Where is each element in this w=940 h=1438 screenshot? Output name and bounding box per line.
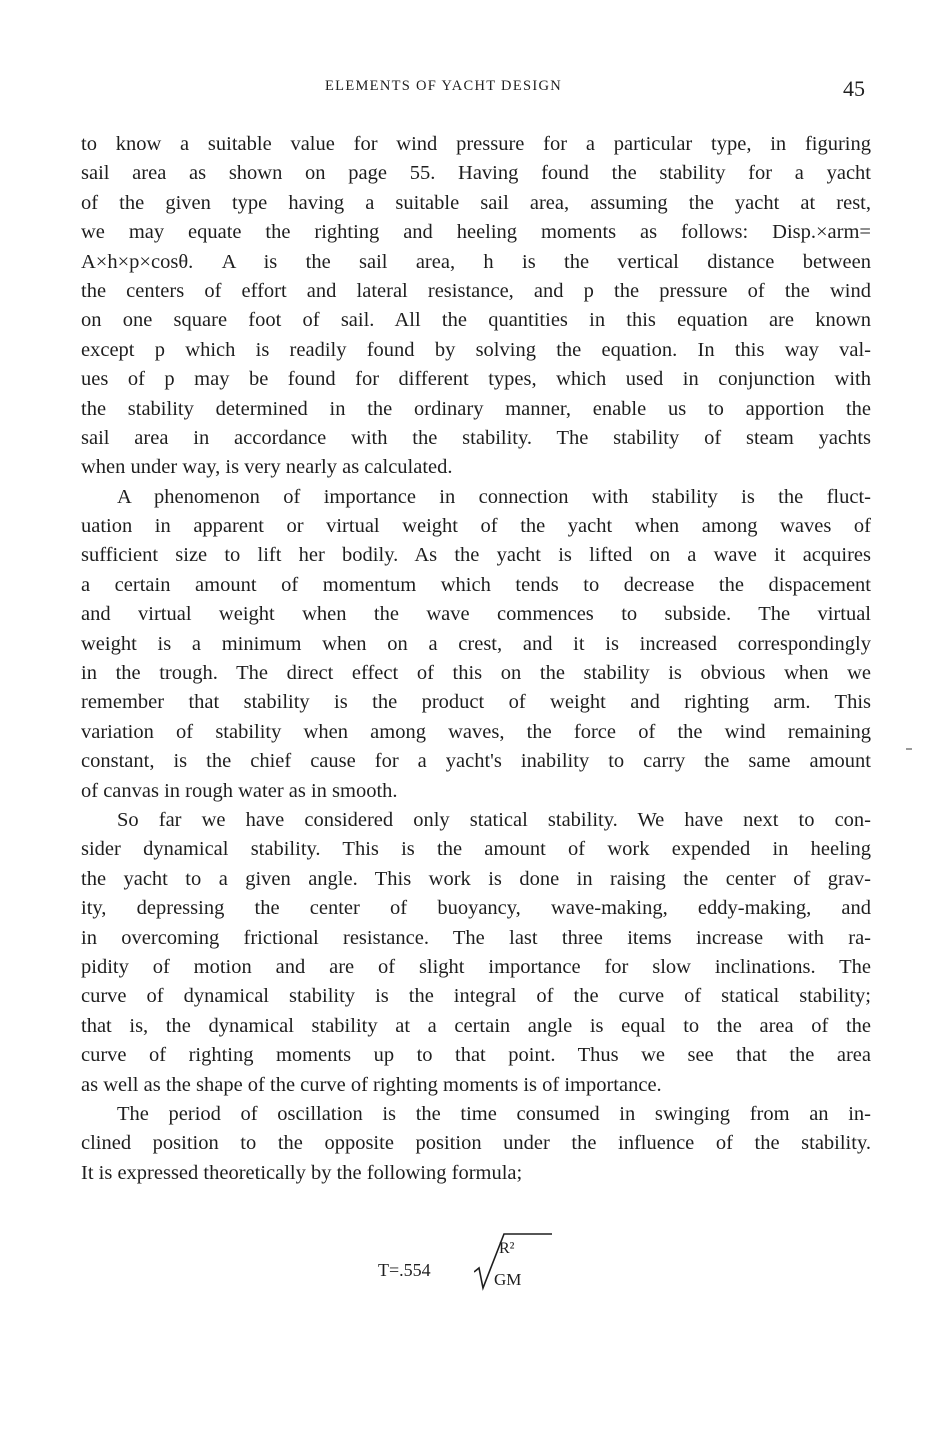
text-line: uation in apparent or virtual weight of the yacht when among waves of [81, 515, 871, 538]
text-line: a certain amount of momentum which tends to decrease the dispacement [81, 573, 871, 596]
text-line: sail area as shown on page 55. Having found the stability for a yacht [81, 162, 871, 185]
text-line: A phenomenon of importance in connection with stability is the fluct- [117, 485, 871, 508]
text-line: The period of oscillation is the time consumed in swinging from an in- [117, 1102, 871, 1125]
body-text [81, 130, 871, 1188]
text-line: as well as the shape of the curve of righting moments is of importance. [81, 1073, 662, 1096]
margin-speck [906, 748, 912, 750]
text-line: sider dynamical stability. This is the amount of work expended in heeling [81, 838, 871, 861]
text-line: when under way, is very nearly as calculated. [81, 456, 453, 479]
text-line: ues of p may be found for different types, which used in conjunction with [81, 368, 871, 391]
text-line: we may equate the righting and heeling moments as follows: Disp.×arm= [81, 221, 871, 244]
period-formula [378, 1230, 578, 1300]
text-line: So far we have considered only statical stability. We have next to con- [117, 808, 871, 831]
formula-denominator: GM [494, 1270, 522, 1289]
text-line: ity, depressing the center of buoyancy, wave-making, eddy-making, and [81, 897, 871, 920]
paragraph-3 [81, 806, 871, 1100]
text-line: the yacht to a given angle. This work is done in raising the center of grav- [81, 867, 871, 890]
text-line: of canvas in rough water as in smooth. [81, 779, 398, 802]
page-number: 45 [843, 76, 865, 101]
text-line: of the given type having a suitable sail area, assuming the yacht at rest, [81, 191, 871, 214]
text-line: curve of righting moments up to that point. Thus we see that the area [81, 1044, 871, 1067]
text-line: in overcoming frictional resistance. The last three items increase with ra- [81, 926, 871, 949]
paragraph-4 [81, 1100, 871, 1188]
text-line: and virtual weight when the wave commences to subside. The virtual [81, 603, 871, 626]
text-line: the centers of effort and lateral resistance, and p the pressure of the wind [81, 279, 871, 302]
text-line: variation of stability when among waves, the force of the wind remaining [81, 720, 871, 743]
running-head [0, 76, 940, 100]
text-line: in the trough. The direct effect of this on the stability is obvious when we [81, 662, 871, 685]
running-title: ELEMENTS OF YACHT DESIGN [325, 78, 563, 94]
text-line: sail area in accordance with the stability. The stability of steam yachts [81, 426, 871, 449]
text-line: A×h×p×cosθ. A is the sail area, h is the vertical distance between [81, 250, 871, 273]
text-line: to know a suitable value for wind pressure for a particular type, in figuring [81, 133, 871, 155]
text-line: constant, is the chief cause for a yacht's inability to carry the same amount [81, 750, 871, 773]
formula-numerator: R² [499, 1240, 515, 1257]
text-line: the stability determined in the ordinary manner, enable us to apportion the [81, 397, 871, 420]
text-line: weight is a minimum when on a crest, and it is increased correspondingly [81, 632, 871, 655]
text-line: curve of dynamical stability is the integral of the curve of statical stability; [81, 985, 871, 1008]
text-line: clined position to the opposite position under the influence of the stability. [81, 1132, 871, 1155]
text-line: pidity of motion and are of slight importance for slow inclinations. The [81, 955, 871, 978]
text-line: sufficient size to lift her bodily. As the yacht is lifted on a wave it acquires [81, 544, 871, 567]
formula-lhs: T=.554 [378, 1260, 431, 1280]
text-line: that is, the dynamical stability at a certain angle is equal to the area of the [81, 1014, 871, 1037]
text-line: on one square foot of sail. All the quantities in this equation are known [81, 309, 871, 332]
text-line: except p which is readily found by solving the equation. In this way val- [81, 338, 871, 361]
text-line: remember that stability is the product of weight and righting arm. This [81, 691, 871, 714]
paragraph-2 [81, 483, 871, 806]
text-line: It is expressed theoretically by the following formula; [81, 1161, 523, 1184]
paragraph-1 [81, 130, 871, 483]
